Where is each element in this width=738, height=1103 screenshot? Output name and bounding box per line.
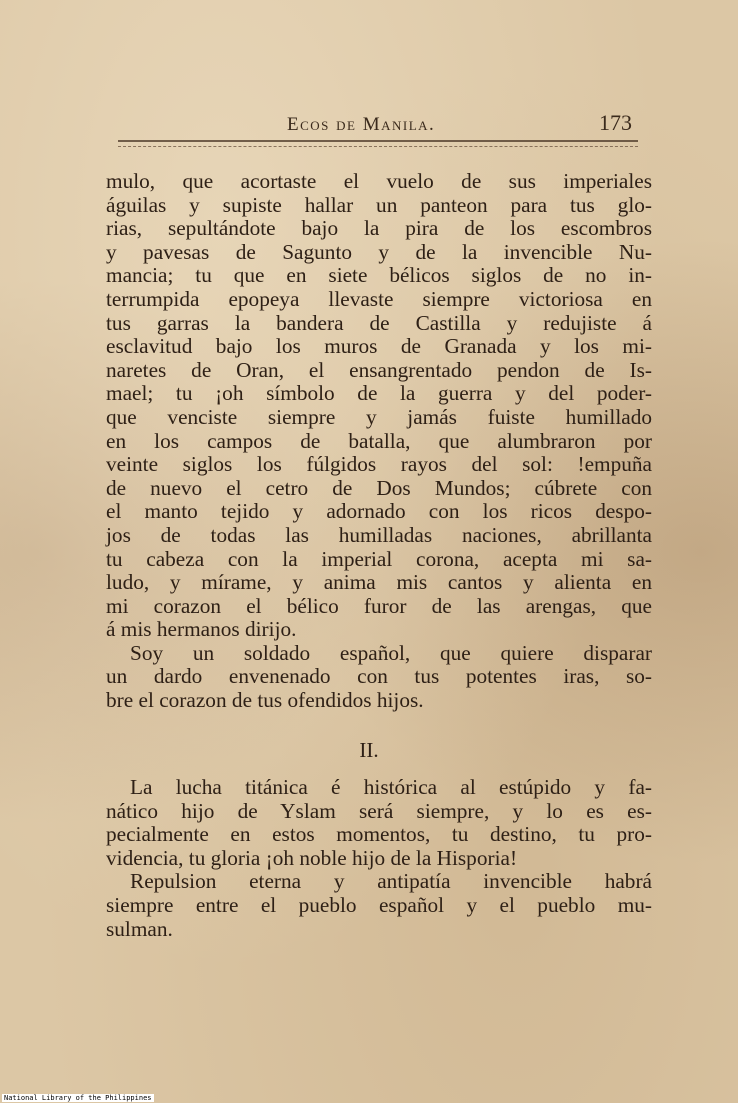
text-line: de nuevo el cetro de Dos Mundos; cúbrete con bbox=[106, 475, 652, 500]
text-line: ludo, y mírame, y anima mis cantos y alienta en bbox=[106, 570, 652, 595]
page-header bbox=[112, 108, 642, 138]
text-line: jos de todas las humilladas naciones, abrillanta bbox=[106, 522, 652, 547]
text-line: mi corazon el bélico furor de las arengas, que bbox=[106, 593, 652, 618]
text-line: naretes de Oran, el ensangrentado pendon de Is- bbox=[106, 357, 652, 382]
text-line: pecialmente en estos momentos, tu destino, tu pro- bbox=[106, 822, 652, 847]
text-line: veinte siglos los fúlgidos rayos del sol: !empuña bbox=[106, 452, 652, 477]
text-line: siempre entre el pueblo español y el pueblo mu- bbox=[106, 892, 652, 917]
paragraph-1 bbox=[106, 170, 652, 642]
text-line: Soy un soldado español, que quiere disparar bbox=[130, 640, 652, 665]
body-text-lower bbox=[106, 776, 652, 941]
running-title: Ecos de Manila. bbox=[287, 114, 436, 135]
text-line: á mis hermanos dirijo. bbox=[106, 617, 297, 642]
text-line: bre el corazon de tus ofendidos hijos. bbox=[106, 688, 424, 713]
text-line: mancia; tu que en siete bélicos siglos de no in- bbox=[106, 263, 652, 288]
text-line: terrumpida epopeya llevaste siempre victoriosa en bbox=[106, 286, 652, 311]
text-line: águilas y supiste hallar un panteon para tus glo- bbox=[106, 192, 652, 217]
text-line: tus garras la bandera de Castilla y redujiste á bbox=[106, 310, 652, 335]
library-credit: National Library of the Philippines bbox=[4, 1094, 152, 1102]
paragraph-3 bbox=[106, 776, 652, 870]
text-line: videncia, tu gloria ¡oh noble hijo de la Hisporia! bbox=[106, 845, 518, 870]
paragraph-4 bbox=[106, 870, 652, 941]
text-line: el manto tejido y adornado con los ricos despo- bbox=[106, 499, 652, 524]
text-line: La lucha titánica é histórica al estúpido y fa- bbox=[130, 775, 652, 799]
text-line: rias, sepultándote bajo la pira de los escombros bbox=[106, 216, 652, 241]
text-line: Repulsion eterna y antipatía invencible habrá bbox=[130, 869, 652, 894]
text-line: sulman. bbox=[106, 916, 173, 941]
section-heading: II. bbox=[359, 738, 379, 762]
body-text-upper bbox=[106, 170, 652, 713]
header-rule bbox=[118, 140, 638, 147]
page-number: 173 bbox=[599, 110, 632, 135]
text-line: mael; tu ¡oh símbolo de la guerra y del poder- bbox=[106, 381, 652, 406]
text-line: esclavitud bajo los muros de Granada y los mi- bbox=[106, 334, 652, 359]
paragraph-2 bbox=[106, 642, 652, 713]
text-line: tu cabeza con la imperial corona, acepta mi sa- bbox=[106, 546, 652, 571]
text-line: mulo, que acortaste el vuelo de sus imperiales bbox=[106, 169, 652, 193]
text-line: y pavesas de Sagunto y de la invencible Nu- bbox=[106, 239, 652, 264]
text-line: en los campos de batalla, que alumbraron por bbox=[106, 428, 652, 453]
text-line: un dardo envenenado con tus potentes iras, so- bbox=[106, 664, 652, 689]
text-line: que venciste siempre y jamás fuiste humillado bbox=[106, 404, 652, 429]
text-line: nático hijo de Yslam será siempre, y lo es es- bbox=[106, 798, 652, 823]
